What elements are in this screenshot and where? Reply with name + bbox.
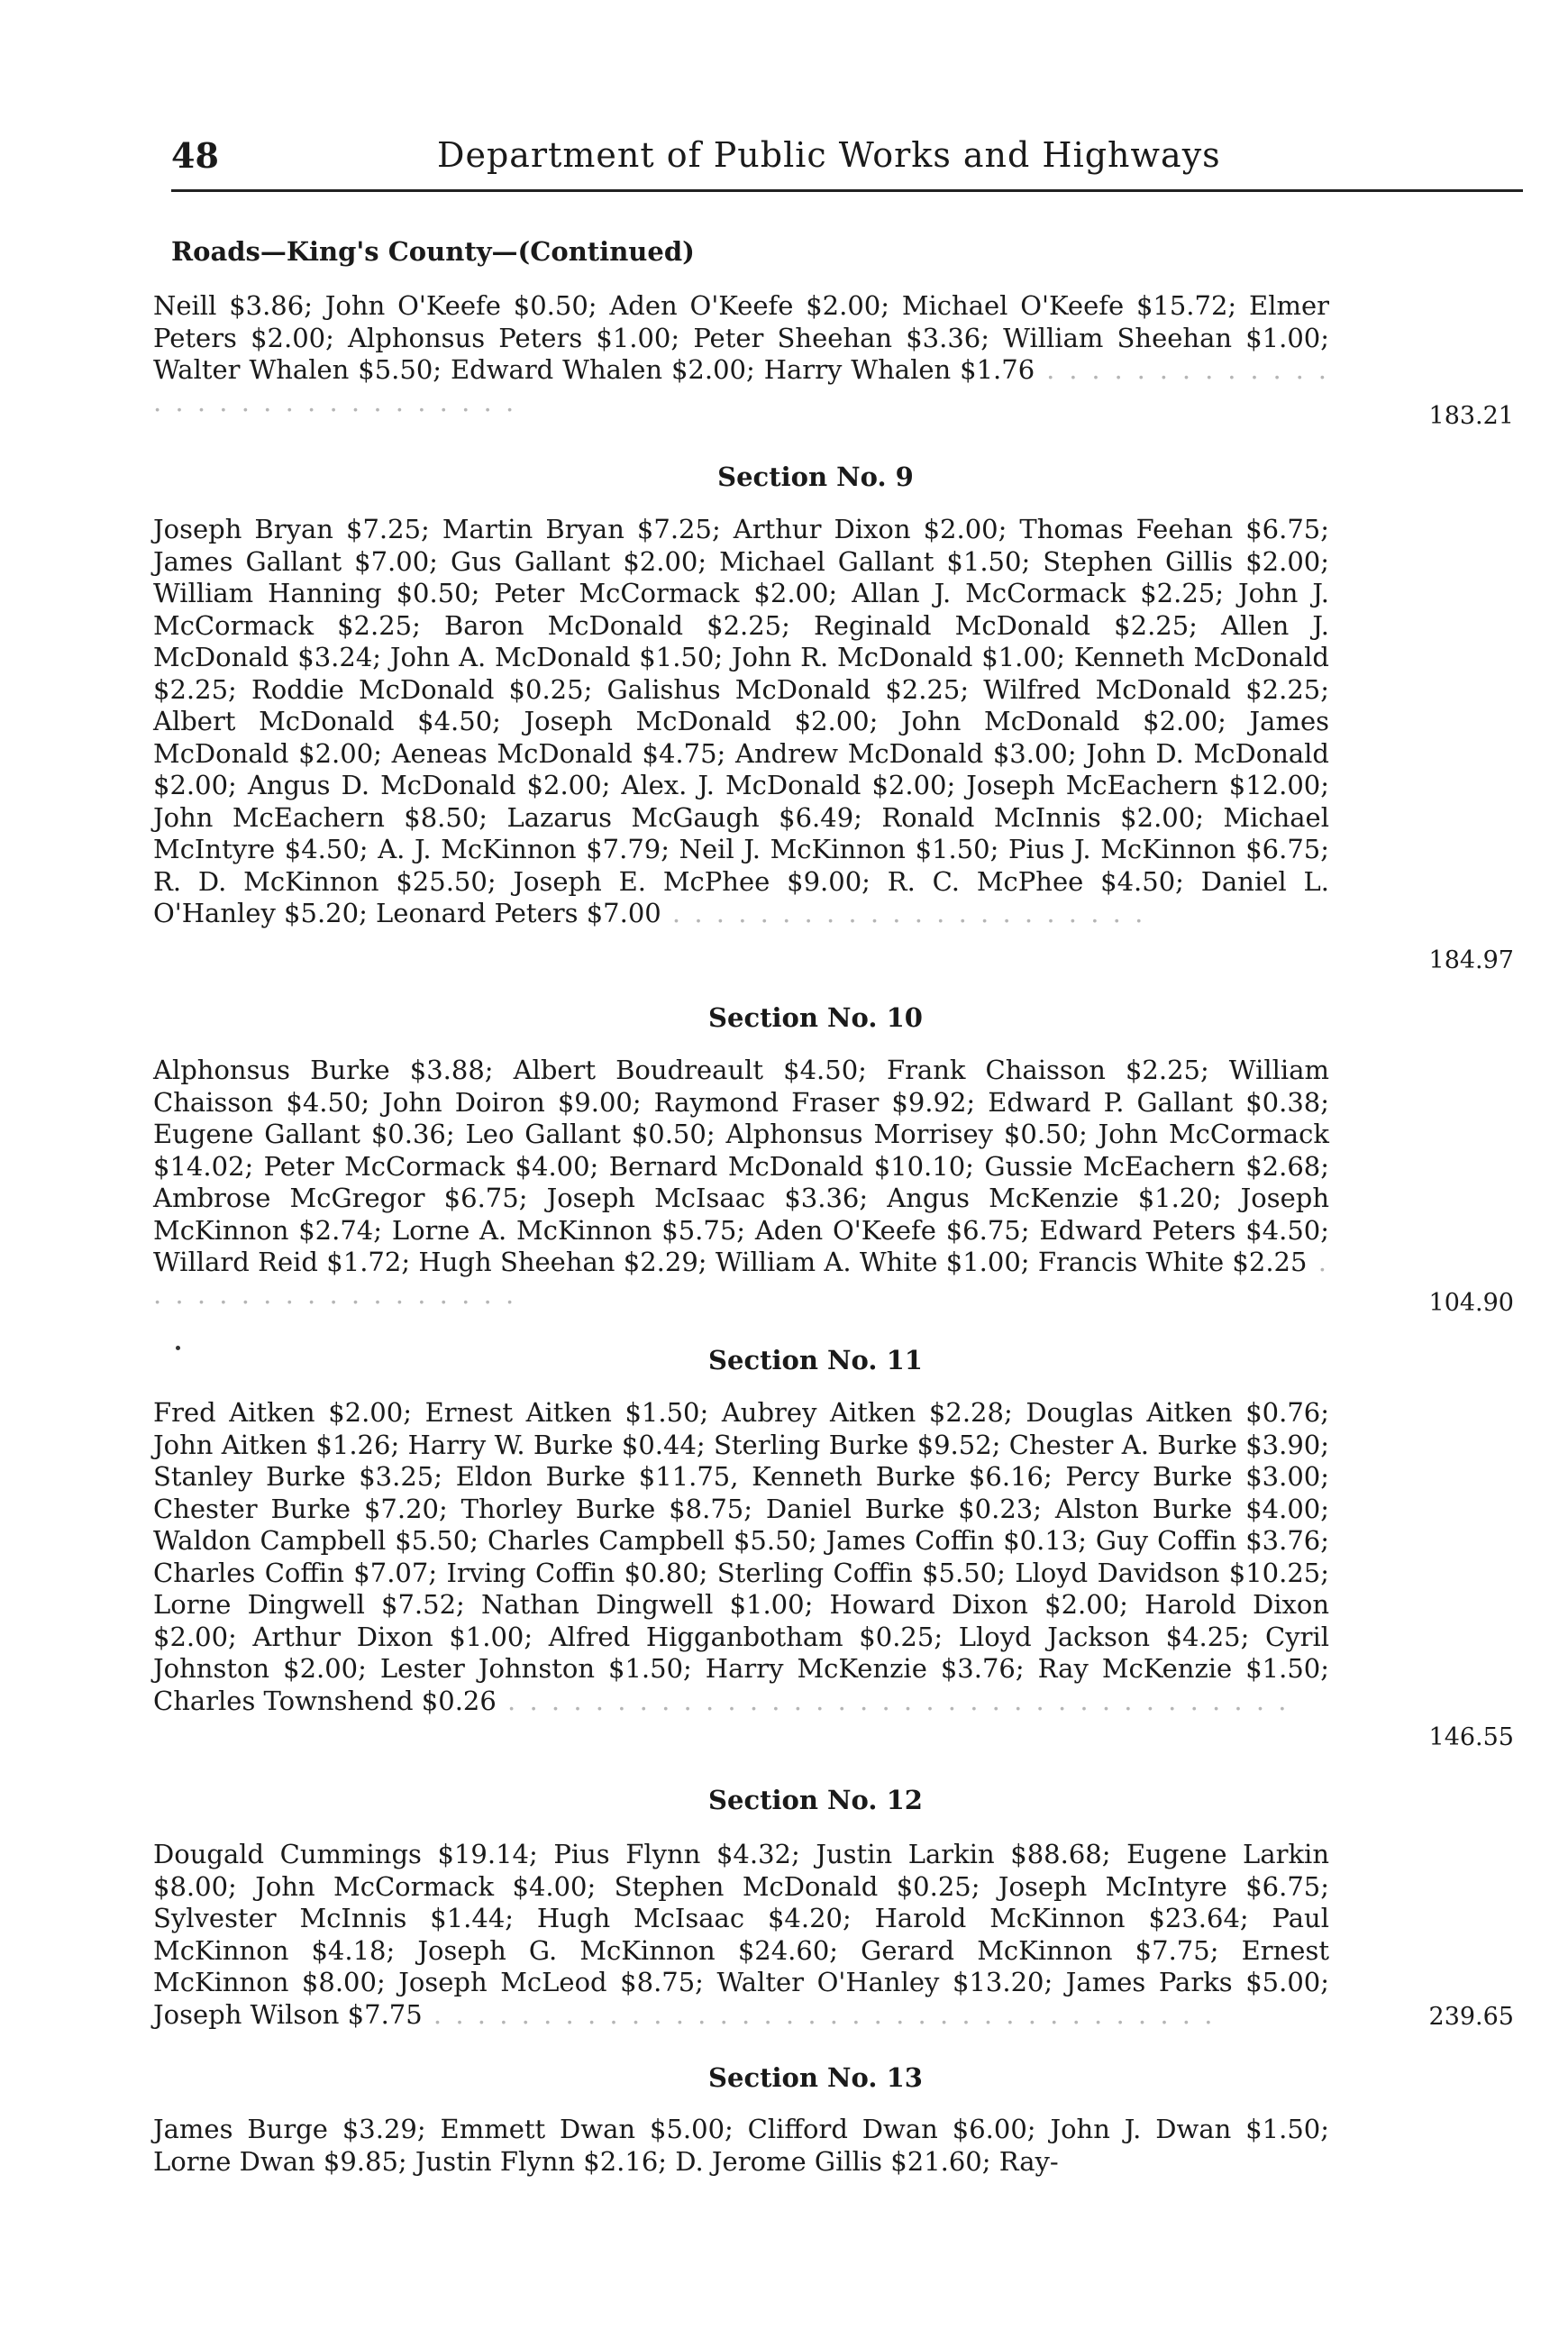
section-total: 184.97: [1428, 946, 1514, 974]
section-heading: Section No. 9: [717, 461, 914, 492]
payment-list: Joseph Bryan $7.25; Martin Bryan $7.25; Arthur Dixon $2.00; Thomas Feehan $6.75; James Gallant $7.00; Gus Gallant $2.00; Michael Gallant $1.50; Stephen Gillis $2.00; William Hanning $0.50; Peter McCormack $2.00; Allan J. McCormack $2.25; John J. McCormack $2.25; Baron McDonald $2.25; Reginald McDonald $2.25; Allen J. McDonald $3.24; John A. McDonald $1.50; John R. McDonald $1.00; Kenneth McDonald $2.25; Roddie McDonald $0.25; Galishus McDonald $2.25; Wilfred McDonald $2.25; Albert McDonald $4.50; Joseph McDonald $2.00; John McDonald $2.00; James McDonald $2.00; Aeneas McDonald $4.75; Andrew McDonald $3.00; John D. McDonald $2.00; Angus D. McDonald $2.00; Alex. J. McDonald $2.00; Joseph McEachern $12.00; John McEachern $8.50; Lazarus McGaugh $6.49; Ronald McInnis $2.00; Michael McIntyre $4.50; A. J. McKinnon $7.79; Neil J. McKinnon $1.50; Pius J. McKinnon $6.75; R. D. McKinnon $25.50; Joseph E. McPhee $9.00; R. C. McPhee $4.50; Daniel L. O'Hanley $5.20; Leonard Peters $7.00 . . . . . . . . . . . . . . . . . . . . . .: [153, 514, 1329, 928]
section-total: 183.21: [1428, 402, 1514, 430]
section-heading: Section No. 11: [708, 1345, 923, 1375]
payment-list: Dougald Cummings $19.14; Pius Flynn $4.32; Justin Larkin $88.68; Eugene Larkin $8.00; John McCormack $4.00; Stephen McDonald $0.25; Joseph McIntyre $6.75; Sylvester McInnis $1.44; Hugh McIsaac $4.20; Harold McKinnon $23.64; Paul McKinnon $4.18; Joseph G. McKinnon $24.60; Gerard McKinnon $7.75; Ernest McKinnon $8.00; Joseph McLeod $8.75; Walter O'Hanley $13.20; James Parks $5.00; Joseph Wilson $7.75 . . . . . . . . . . . . . . . . . . . . . . . . . . . . . . . . . . . .: [153, 1839, 1329, 2030]
section-total: 104.90: [1428, 1289, 1514, 1317]
leader-dots: . . . . . . . . . . . . . . . . . .: [153, 1247, 1330, 1310]
section-heading: Section No. 10: [708, 1002, 923, 1033]
section-total: 146.55: [1428, 1723, 1514, 1751]
payment-list: James Burge $3.29; Emmett Dwan $5.00; Clifford Dwan $6.00; John J. Dwan $1.50; Lorne Dwan $9.85; Justin Flynn $2.16; D. Jerome Gillis $21.60; Ray-: [153, 2114, 1329, 2177]
payment-list: Alphonsus Burke $3.88; Albert Boudreault $4.50; Frank Chaisson $2.25; William Chaisson $4.50; John Doiron $9.00; Raymond Fraser $9.92; Edward P. Gallant $0.38; Eugene Gallant $0.36; Leo Gallant $0.50; Alphonsus Morrisey $0.50; John McCormack $14.02; Peter McCormack $4.00; Bernard McDonald $10.10; Gussie McEachern $2.68; Ambrose McGregor $6.75; Joseph McIsaac $3.36; Angus McKenzie $1.20; Joseph McKinnon $2.74; Lorne A. McKinnon $5.75; Aden O'Keefe $6.75; Edward Peters $4.50; Willard Reid $1.72; Hugh Sheehan $2.29; William A. White $1.00; Francis White $2.25 . . . . . . . . . . . . . . . . . .: [153, 1055, 1330, 1310]
payment-list: Fred Aitken $2.00; Ernest Aitken $1.50; Aubrey Aitken $2.28; Douglas Aitken $0.76; John Aitken $1.26; Harry W. Burke $0.44; Sterling Burke $9.52; Chester A. Burke $3.90; Stanley Burke $3.25; Eldon Burke $11.75, Kenneth Burke $6.16; Percy Burke $3.00; Chester Burke $7.20; Thorley Burke $8.75; Daniel Burke $0.23; Alston Burke $4.00; Waldon Campbell $5.50; Charles Campbell $5.50; James Coffin $0.13; Guy Coffin $3.76; Charles Coffin $7.07; Irving Coffin $0.80; Sterling Coffin $5.50; Lloyd Davidson $10.25; Lorne Dingwell $7.52; Nathan Dingwell $1.00; Howard Dixon $2.00; Harold Dixon $2.00; Arthur Dixon $1.00; Alfred Higganbotham $0.25; Lloyd Jackson $4.25; Cyril Johnston $2.00; Lester Johnston $1.50; Harry McKenzie $3.76; Ray McKenzie $1.50; Charles Townshend $0.26 . . . . . . . . . . . . . . . . . . . . . . . . . . . . . . . . . . . .: [153, 1397, 1329, 1716]
section-heading: Section No. 13: [708, 2062, 923, 2093]
leader-dots: . . . . . . . . . . . . . . . . . . . . . . . . . . . . . . . . . . . .: [496, 1685, 1290, 1716]
leader-dots: . . . . . . . . . . . . . . . . . . . . . .: [661, 898, 1146, 928]
leader-dots: . . . . . . . . . . . . . . . . . . . . . . . . . . . . . . . . . . . .: [422, 1998, 1216, 2030]
section-total: 239.65: [1428, 2003, 1514, 2031]
page-header: [171, 135, 1523, 192]
page-title: Department of Public Works and Highways: [437, 135, 1221, 175]
leader-dots: . . . . . . . . . . . . . . . . . . . . . . . . . . . . . .: [153, 354, 1329, 417]
running-head: Roads—King's County—(Continued): [171, 236, 695, 267]
payment-list-continued: Neill $3.86; John O'Keefe $0.50; Aden O'Keefe $2.00; Michael O'Keefe $15.72; Elmer Peters $2.00; Alphonsus Peters $1.00; Peter Sheehan $3.36; William Sheehan $1.00; Walter Whalen $5.50; Edward Whalen $2.00; Harry Whalen $1.76 . . . . . . . . . . . . . . . . . . . . . . . . . . . . . .: [153, 290, 1329, 417]
section-heading: Section No. 12: [708, 1785, 923, 1815]
page-number: 48: [171, 135, 219, 176]
